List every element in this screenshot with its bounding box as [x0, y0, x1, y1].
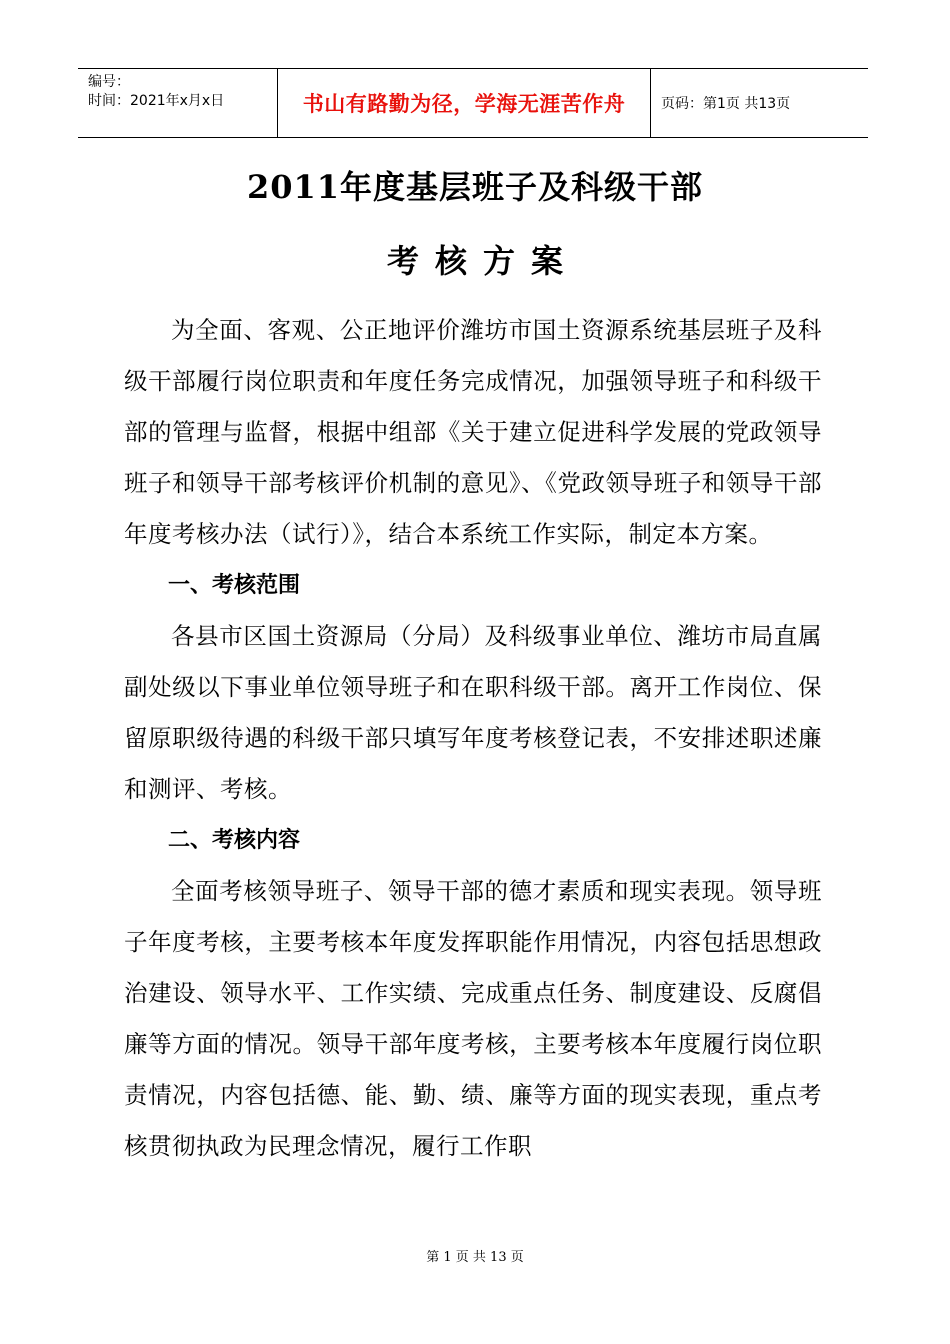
page-footer: 第 1 页 共 13 页	[426, 1250, 524, 1265]
document-subtitle: 考核方案	[386, 242, 579, 280]
document-body	[124, 305, 822, 1172]
page-header	[78, 68, 868, 138]
document-title: 2011年度基层班子及科级干部	[246, 168, 704, 206]
intro-paragraph: 为全面、客观、公正地评价潍坊市国土资源系统基层班子及科级干部履行岗位职责和年度任务完成情况，加强领导班子和科级干部的管理与监督，根据中组部《关于建立促进科学发展的党政领导班子和领导干部考核评价机制的意见》、《党政领导班子和领导干部年度考核办法（试行）》，结合本系统工作实际，制定本方案。	[124, 316, 822, 548]
header-meta	[78, 69, 278, 137]
header-page-info: 页码：第1页 共13页	[661, 96, 791, 112]
section1-paragraph: 各县市区国土资源局（分局）及科级事业单位、潍坊市局直属副处级以下事业单位领导班子和在职科级干部。离开工作岗位、保留原职级待遇的科级干部只填写年度考核登记表，不安排述职述廉和测评、考核。	[124, 622, 822, 803]
section2-paragraph: 全面考核领导班子、领导干部的德才素质和现实表现。领导班子年度考核，主要考核本年度发挥职能作用情况，内容包括思想政治建设、领导水平、工作实绩、完成重点任务、制度建设、反腐倡廉等方面的情况。领导干部年度考核，主要考核本年度履行岗位职责情况，内容包括德、能、勤、绩、廉等方面的现实表现，重点考核贯彻执政为民理念情况，履行工作职	[124, 877, 822, 1160]
time-label: 时间：2021年x月x日	[88, 93, 225, 109]
section2-heading: 二、考核内容	[168, 828, 301, 853]
number-label: 编号：	[88, 74, 130, 90]
section1-heading: 一、考核范围	[168, 573, 301, 598]
motto: 书山有路勤为径，学海无涯苦作舟	[278, 69, 651, 137]
